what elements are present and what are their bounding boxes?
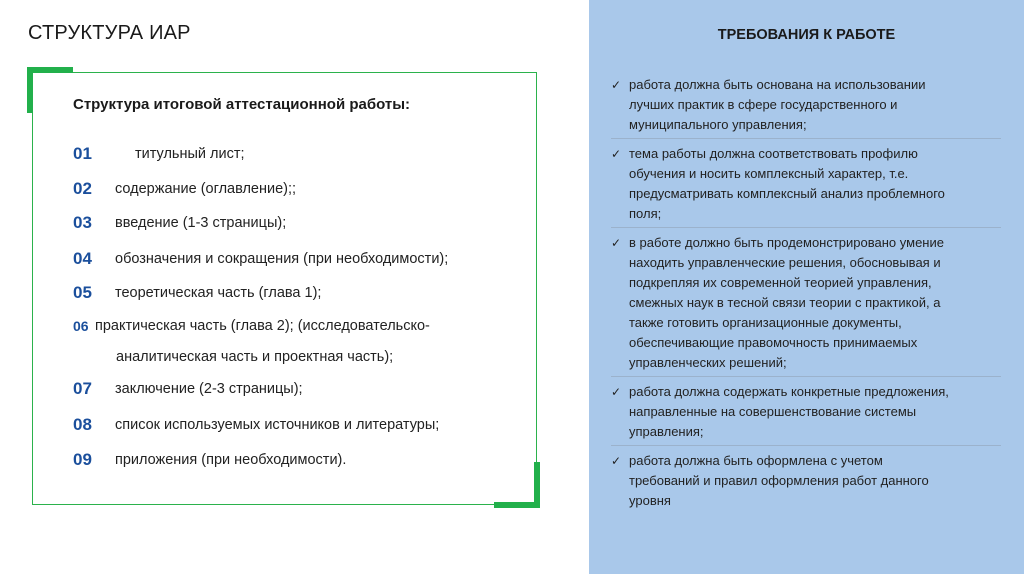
- requirements-title: ТРЕБОВАНИЯ К РАБОТЕ: [717, 27, 896, 43]
- requirement-line: смежных наук в тесной связи теории с практикой, а: [629, 295, 941, 310]
- item-number: 09: [73, 450, 92, 469]
- checkmark-icon: ✓: [611, 385, 622, 399]
- frame-corner-top-left-vertical: [27, 67, 33, 113]
- item-text: введение (1-3 страницы);: [115, 215, 287, 231]
- item-text: приложения (при необходимости).: [115, 452, 347, 468]
- structure-item-06: [73, 318, 430, 335]
- structure-item-09: [73, 450, 347, 470]
- item-number: 07: [73, 379, 92, 398]
- requirement-line: работа должна быть оформлена с учетом: [629, 453, 883, 468]
- item-text: заключение (2-3 страницы);: [115, 381, 303, 397]
- item-text: содержание (оглавление);;: [115, 181, 297, 197]
- checkmark-icon: ✓: [611, 147, 622, 161]
- requirement-line: находить управленческие решения, обосновывая и: [629, 255, 941, 270]
- checkmark-icon: ✓: [611, 454, 622, 468]
- structure-item-01: [73, 144, 245, 164]
- requirement-line: поля;: [629, 206, 662, 221]
- requirement-line: направленные на совершенствование системы: [629, 404, 917, 419]
- requirement-line: управленческих решений;: [629, 355, 787, 370]
- structure-item-06-continuation: аналитическая часть и проектная часть);: [116, 349, 394, 365]
- requirements-panel: [589, 0, 1024, 574]
- item-text: титульный лист;: [135, 146, 245, 162]
- structure-item-08: [73, 415, 440, 435]
- item-text: список используемых источников и литературы;: [115, 417, 440, 433]
- item-number: 06: [73, 318, 89, 334]
- structure-item-02: [73, 179, 297, 199]
- item-number: 02: [73, 179, 92, 198]
- requirement-line: лучших практик в сфере государственного и: [629, 97, 898, 112]
- requirement-item: [611, 144, 1001, 224]
- requirements-list: [611, 75, 1001, 511]
- checkmark-icon: ✓: [611, 236, 622, 250]
- requirement-line: требований и правил оформления работ данного: [629, 473, 929, 488]
- requirement-line: тема работы должна соответствовать профилю: [629, 146, 918, 161]
- requirement-line: работа должна быть основана на использовании: [629, 77, 926, 92]
- requirement-line: предусматривать комплексный анализ проблемного: [629, 186, 945, 201]
- frame-corner-top-left: [27, 67, 73, 73]
- requirement-divider: [611, 445, 1001, 446]
- item-number: 03: [73, 213, 92, 232]
- requirement-line: уровня: [629, 493, 671, 508]
- item-number: 08: [73, 415, 92, 434]
- requirement-line: работа должна содержать конкретные предложения,: [629, 384, 949, 399]
- structure-item-07: [73, 379, 303, 399]
- structure-item-03: [73, 213, 287, 233]
- slide-title: СТРУКТУРА ИАР: [28, 22, 191, 44]
- requirement-line: подкрепляя их современной теорией управления,: [629, 275, 932, 290]
- requirement-line: управления;: [629, 424, 704, 439]
- item-text: теоретическая часть (глава 1);: [115, 285, 322, 301]
- structure-item-05: [73, 283, 322, 303]
- requirement-divider: [611, 376, 1001, 377]
- item-number: 01: [73, 144, 92, 163]
- requirement-item: [611, 233, 1001, 373]
- requirement-line: в работе должно быть продемонстрировано умение: [629, 235, 944, 250]
- requirement-line: обучения и носить комплексный характер, т.е.: [629, 166, 909, 181]
- item-text: обозначения и сокращения (при необходимости);: [115, 251, 449, 267]
- checkmark-icon: ✓: [611, 78, 622, 92]
- structure-item-04: [73, 249, 449, 269]
- item-text: практическая часть (глава 2); (исследовательско-: [95, 318, 430, 334]
- requirement-item: [611, 382, 1001, 442]
- requirement-line: также готовить организационные документы,: [629, 315, 902, 330]
- item-number: 04: [73, 249, 92, 268]
- requirement-item: [611, 451, 1001, 511]
- requirement-divider: [611, 227, 1001, 228]
- requirement-line: обеспечивающие правомочность принимаемых: [629, 335, 918, 350]
- frame-corner-bottom-right-vertical: [534, 462, 540, 508]
- item-number: 05: [73, 283, 92, 302]
- requirement-item: [611, 75, 1001, 135]
- requirement-line: муниципального управления;: [629, 117, 807, 132]
- requirement-divider: [611, 138, 1001, 139]
- structure-heading: Структура итоговой аттестационной работы:: [73, 96, 411, 113]
